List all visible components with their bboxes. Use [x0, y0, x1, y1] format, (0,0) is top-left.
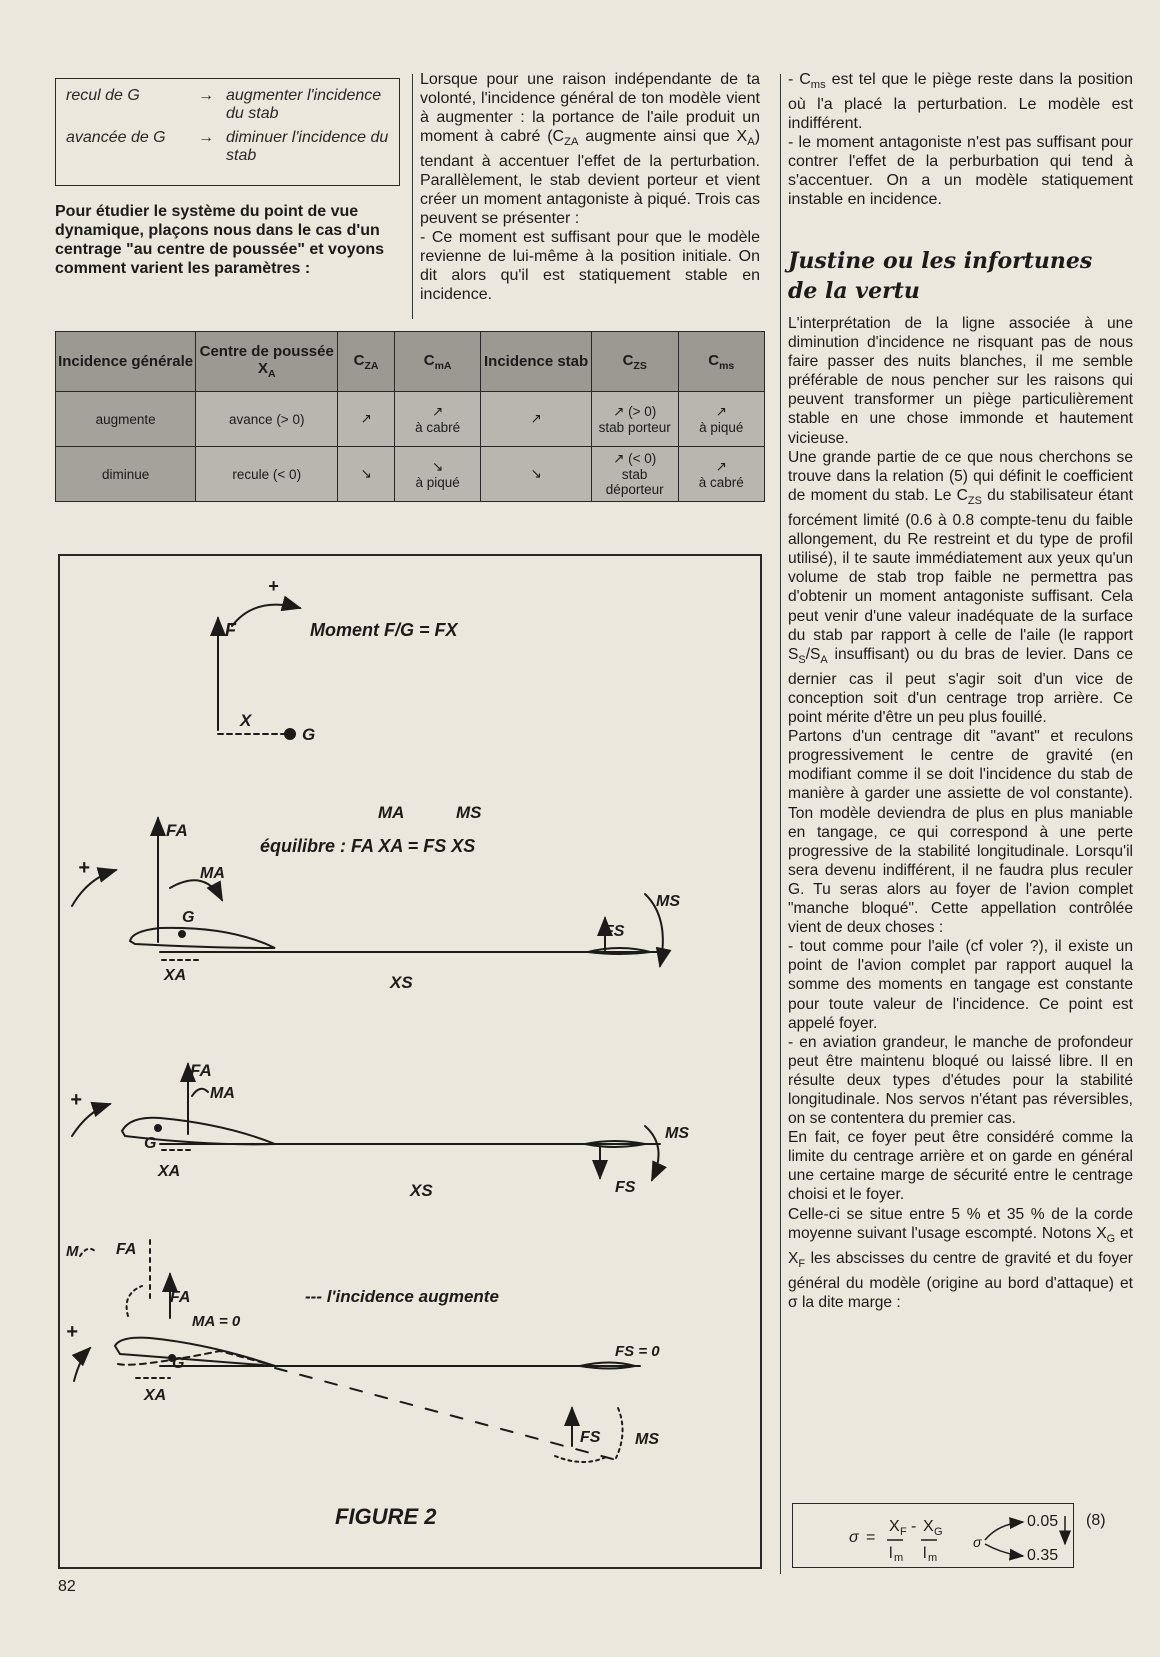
label-XS: XS — [390, 973, 413, 992]
label-moment-formula: Moment F/G = FX — [310, 620, 458, 640]
subscript: m — [928, 1552, 938, 1564]
subscript: A — [267, 368, 276, 380]
table-header-cell: Incidence générale — [56, 332, 196, 392]
section-title-line-2: de la vertu — [788, 278, 920, 304]
denominator-lm: l — [889, 1545, 893, 1562]
text-run: à piqué — [415, 474, 460, 490]
table-cell — [678, 392, 764, 447]
label-FS: FS — [615, 1179, 636, 1196]
paragraph — [788, 1205, 1133, 1313]
table-cell — [394, 392, 480, 447]
text-run: ) tendant à accentuer l'effet de la perturbation. Parallèlement, le stab devient porteur et vient créer un moment antagoniste à piqué. Trois cas peuvent se présenter : — [420, 128, 761, 228]
numerator-xg: X — [923, 1518, 934, 1535]
table-row — [56, 447, 765, 502]
moment-arrow-icon — [192, 1089, 208, 1096]
label-G: G — [144, 1135, 157, 1152]
text-run: C — [353, 351, 365, 369]
subscript: ZS — [633, 359, 647, 372]
equation-number: (8) — [1086, 1512, 1106, 1529]
text-run: /S — [805, 645, 821, 663]
center-of-gravity — [155, 1125, 161, 1131]
table-cell: augmente — [56, 392, 196, 447]
section-title — [788, 246, 1133, 306]
text-run: - Ce moment est suffisant pour que le modèle revienne de lui-même à la position initiale. On dit alors qu'il est statiquement stable en incidence. — [420, 229, 760, 304]
text-run: les abscisses du centre de gravité et du foyer général du modèle (origine au bord d'attaque) et σ la dite marge : — [788, 1249, 1133, 1312]
label-XS: XS — [410, 1181, 433, 1200]
text-run: insuffisant) ou du bras de levier. Dans ce dernier cas il peut s'agir soit d'un vice de conception soit d'un centrage trop arrière. Ce point mérite d'être un peu plus fouillé. — [788, 645, 1133, 727]
figure-caption: FIGURE 2 — [335, 1504, 437, 1529]
table-header-cell — [338, 332, 395, 392]
table-cell: ↗ — [338, 392, 395, 447]
label-G: G — [182, 909, 195, 926]
table-header-cell — [394, 332, 480, 392]
margin-low: 0.05 — [1027, 1513, 1059, 1530]
moment-arrow-icon — [80, 1249, 96, 1256]
subscript: m — [894, 1552, 904, 1564]
text-run: stab porteur — [598, 419, 671, 435]
label-FA: FA — [190, 1061, 212, 1080]
subscript: F — [900, 1526, 907, 1538]
column-divider — [412, 74, 413, 319]
moment-arrow-icon — [555, 1456, 608, 1462]
subscript: mA — [434, 359, 452, 372]
table-header-row — [56, 332, 765, 392]
rule-box — [55, 78, 400, 186]
text-run: ↗ — [715, 458, 727, 474]
text-run: Centre de poussée — [199, 343, 334, 360]
label-plus: + — [66, 1321, 78, 1343]
label-G: G — [302, 725, 316, 744]
column3-top-text — [788, 70, 1133, 209]
figure-2 — [58, 554, 762, 1569]
label-FS: FS — [604, 923, 625, 940]
denominator-lm: l — [923, 1545, 927, 1562]
page-number: 82 — [58, 1578, 76, 1595]
table-cell — [678, 447, 764, 502]
label-MA: MA — [378, 803, 405, 822]
label-plus: + — [78, 857, 90, 879]
text-run: Une grande partie de ce que nous cherchons se trouve dans la relation (5) qui définit le coefficient de moment du stab. Le C — [788, 448, 1133, 504]
numerator-xf: X — [889, 1518, 900, 1535]
label-XA: XA — [144, 1387, 167, 1404]
table-cell — [394, 447, 480, 502]
label-MA: MA — [200, 865, 225, 882]
diagram-incidence-increase — [74, 1236, 640, 1462]
paragraph: Partons d'un centrage dit "avant" et reculons progressivement le centre de gravité (en modifiant comme il se doit l'incidence du stab de manière à garder une assiette de vol constante). Ton modèle deviendra de plus en plus maniable en tangage, ce qui correspond à une perte progressive de la stabilité longitudinale. Lorsqu'il sera devenu indifférent, il ne faudra plus reculer G. Tu seras alors au foyer de l'avion complet "manche bloqué". Cette appellation contrôlée vient de deux choses : — [788, 728, 1133, 937]
figure-diagram — [60, 556, 760, 1567]
label-legend: --- l'incidence augmente — [305, 1287, 499, 1306]
text-run: ↗ — [431, 403, 444, 419]
label-MS: MS — [635, 1431, 659, 1448]
formula-box — [792, 1503, 1074, 1568]
moment-arrow-icon — [645, 1126, 659, 1180]
text-run: ↗ (> 0) — [613, 403, 657, 419]
table-header-cell — [591, 332, 678, 392]
table-cell — [591, 447, 678, 502]
label-M-ghost: M — [66, 1243, 79, 1260]
rule-action-2: diminuer l'incidence du stab — [226, 129, 389, 164]
subscript: ZA — [564, 136, 579, 149]
text-run: et X — [788, 1224, 1133, 1267]
moment-arrow-icon — [170, 880, 222, 900]
text-run: augmente ainsi que X — [578, 128, 748, 145]
sigma-symbol: σ — [973, 1534, 982, 1550]
text-run: du stabilisateur étant forcément limité (0.6 à 0.8 compte-tenu du faible allongement, du Re restreint et du type de profil utilisé), il te saute immédiatement aux yeux qu'un volume de stab trop faible ne permettra pas d'obtenir un moment antagoniste suffisant. Cela peut venir d'une valeur inadéquate de la surface du stab par rapport à celle de l'aile (le rapport S — [788, 486, 1133, 663]
paragraph: En fait, ce foyer peut être considéré comme la limite du centrage arrière et on garde en général une certaine marge de sécurité entre le centrage choisi et le foyer. — [788, 1129, 1133, 1204]
table-cell: recule (< 0) — [196, 447, 338, 502]
subscript: F — [798, 1257, 806, 1270]
arrow-up-icon — [985, 1522, 1023, 1540]
label-FA-ghost: FA — [116, 1241, 137, 1258]
table-cell: ↗ — [481, 392, 592, 447]
text-run: ↗ (< 0) — [613, 451, 657, 466]
text-run: est tel que le piège reste dans la position où l'a placé la perturbation. Le modèle est indifférent. — [788, 71, 1133, 133]
text-run: C — [622, 351, 634, 369]
arrow-right-icon: → — [198, 87, 214, 104]
subscript: A — [820, 653, 828, 666]
text-run: à cabré — [698, 474, 744, 490]
text-run: - C — [788, 71, 811, 88]
subscript: S — [798, 653, 806, 666]
rule-condition-1: recul de G — [66, 87, 140, 104]
table-cell — [591, 392, 678, 447]
text-run: Celle-ci se situe entre 5 % et 35 % de la corde moyenne suivant l'usage escompté. Notons X — [788, 1205, 1133, 1242]
label-MA: MA — [210, 1085, 235, 1102]
label-FA: FA — [170, 1289, 191, 1306]
center-of-gravity — [285, 729, 295, 739]
formula-8 — [793, 1504, 1073, 1566]
label-MS: MS — [665, 1125, 689, 1142]
table-cell: ↘ — [481, 447, 592, 502]
moment-arrow-icon — [74, 1348, 90, 1381]
arrow-right-icon: → — [198, 129, 214, 146]
label-MS: MS — [656, 893, 680, 910]
moment-arrow-icon — [232, 605, 300, 626]
table-header-cell — [196, 332, 338, 392]
subscript: A — [747, 136, 755, 149]
table-header-cell — [678, 332, 764, 392]
paragraph — [788, 448, 1133, 728]
text-run: - le moment antagoniste n'est pas suffisant pour contrer l'effet de la perburbation qui tend à s'accentuer. On a un modèle statiquement instable en incidence. — [788, 134, 1133, 209]
center-of-gravity — [179, 931, 185, 937]
paragraph: L'interprétation de la ligne associée à une diminution d'incidence ne risquant pas de nous faire passer des nuits blanches, il me semble préférable de nous pencher sur les raisons qui peuvent transformer un piège particulièrement stable en une chose immonde et hautement vicieuse. — [788, 315, 1133, 447]
text-run: X — [257, 360, 268, 377]
column-divider — [780, 74, 781, 1574]
label-XA: XA — [158, 1163, 181, 1180]
label-plus: + — [70, 1089, 82, 1111]
stability-table — [55, 331, 765, 502]
rule-condition-2: avancée de G — [66, 129, 166, 146]
section-title-line-1: Justine ou les infortunes — [788, 248, 1093, 274]
subscript: G — [934, 1526, 943, 1538]
wing-profile — [115, 1338, 275, 1366]
moment-arrow-icon — [127, 1286, 142, 1316]
paragraph: - tout comme pour l'aile (cf voler ?), il existe un point de l'avion complet par rapport auquel la somme des moments en tangage est constante pour toute valeur de l'incidence. Ce point est appelé foyer. — [788, 938, 1133, 1032]
label-FS0: FS = 0 — [615, 1343, 660, 1360]
margin-high: 0.35 — [1027, 1547, 1059, 1564]
subscript: ZA — [364, 359, 379, 372]
sigma-symbol: σ — [849, 1529, 859, 1546]
table-row — [56, 392, 765, 447]
column2-text — [420, 70, 760, 304]
text-run: à cabré — [415, 419, 461, 435]
equals-sign: = — [866, 1529, 876, 1546]
table-header-cell: Incidence stab — [481, 332, 592, 392]
label-G: G — [172, 1355, 185, 1372]
text-run: Lorsque pour une raison indépendante de ta volonté, l'incidence général de ton modèle vient à augmenter : la portance de l'aile produit un moment à cabré (C — [420, 71, 760, 145]
rule-action-1: augmenter l'incidence du stab — [226, 87, 382, 122]
column3-body-text — [788, 314, 1133, 1312]
paragraph: - en aviation grandeur, le manche de profondeur peut être maintenu bloqué ou laissé libre. Il en résulte deux types d'études pour la stabilité longitudinale. Nos servos n'étant pas réversibles, on se contentera du premier cas. — [788, 1033, 1133, 1128]
label-MS: MS — [456, 803, 482, 822]
table-cell: diminue — [56, 447, 196, 502]
dashed-line — [275, 1368, 620, 1461]
label-FS: FS — [580, 1429, 601, 1446]
subscript: ms — [719, 359, 735, 372]
text-run: ↘ — [431, 458, 444, 474]
arrow-down-icon — [985, 1544, 1023, 1556]
text-run: ↗ — [715, 403, 727, 419]
intro-paragraph: Pour étudier le système du point de vue dynamique, plaçons nous dans le cas d'un centrage "au centre de poussée" et voyons comment varient les paramètres : — [55, 203, 385, 277]
label-F: F — [225, 620, 236, 640]
label-equilibre: équilibre : FA XA = FS XS — [260, 836, 476, 856]
text-run: à piqué — [699, 419, 744, 435]
wing-profile — [130, 928, 275, 948]
subscript: ZS — [967, 494, 982, 507]
moment-arrow-icon — [616, 1408, 623, 1458]
text-run: stab déporteur — [605, 467, 664, 497]
subscript: ms — [810, 79, 826, 92]
label-plus: + — [268, 576, 279, 596]
label-MA0: MA = 0 — [192, 1313, 241, 1330]
text-run: C — [423, 351, 435, 369]
label-X: X — [240, 711, 252, 730]
minus-sign: - — [911, 1518, 917, 1535]
subscript: G — [1106, 1232, 1116, 1245]
text-run: C — [708, 351, 720, 369]
label-FA: FA — [166, 821, 188, 840]
label-XA: XA — [164, 967, 187, 984]
table-cell: avance (> 0) — [196, 392, 338, 447]
table-cell: ↘ — [338, 447, 395, 502]
